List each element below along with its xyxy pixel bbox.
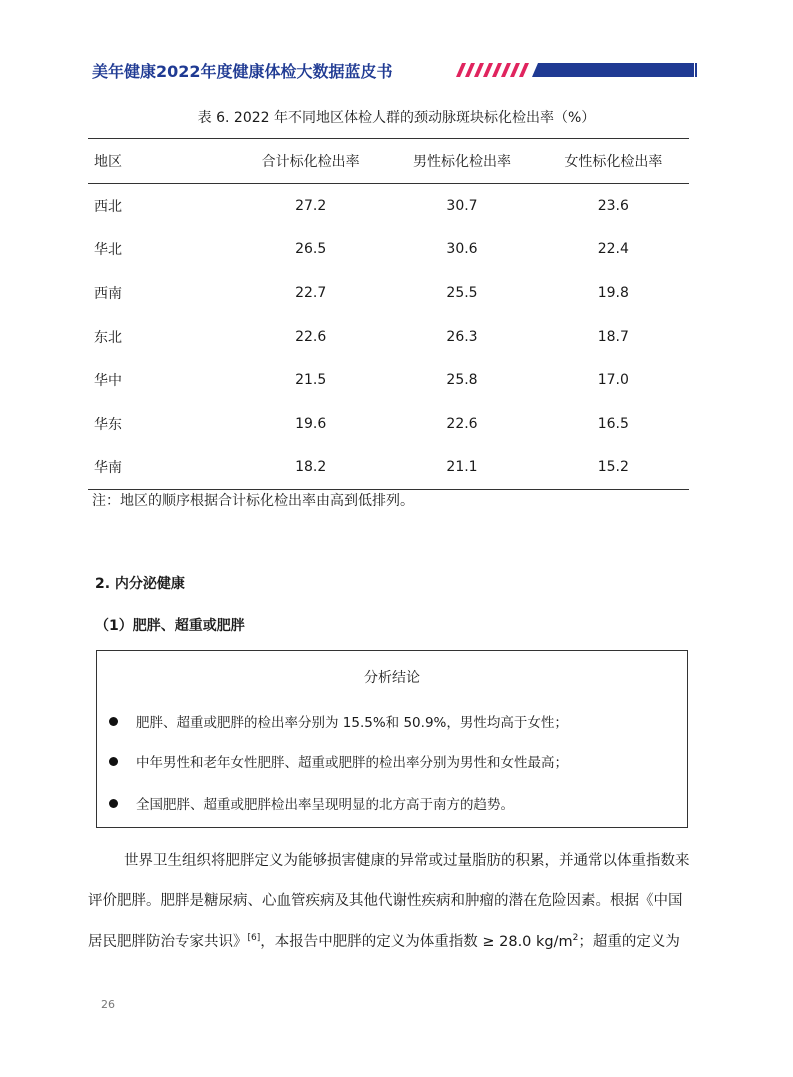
total-rate-cell: 19.6 xyxy=(295,415,327,432)
bullet-icon xyxy=(109,799,118,808)
region-cell: 华北 xyxy=(94,242,122,259)
total-rate-cell: 26.5 xyxy=(295,241,327,258)
total-rate-cell: 22.6 xyxy=(295,328,327,345)
female-rate-cell: 19.8 xyxy=(597,284,629,301)
male-rate-cell: 25.5 xyxy=(446,284,478,301)
header-decoration xyxy=(452,63,697,77)
bullet-icon xyxy=(109,717,118,726)
table-row xyxy=(88,271,689,315)
table-row xyxy=(88,402,689,446)
region-cell: 华东 xyxy=(94,416,122,433)
subsection-heading: （1）肥胖、超重或肥胖 xyxy=(95,618,245,634)
total-rate-cell: 21.5 xyxy=(295,372,327,389)
female-rate-cell: 18.7 xyxy=(597,328,629,345)
table-row xyxy=(88,446,689,490)
region-cell: 华中 xyxy=(94,373,122,390)
male-rate-cell: 26.3 xyxy=(446,328,478,345)
region-cell: 西北 xyxy=(94,198,122,215)
total-rate-cell: 18.2 xyxy=(235,446,386,490)
table-row xyxy=(88,228,689,272)
region-cell: 东北 xyxy=(94,329,122,346)
column-header-region: 地区 xyxy=(88,139,235,184)
male-rate-cell: 22.6 xyxy=(446,415,478,432)
column-header-total-rate: 合计标化检出率 xyxy=(235,139,386,184)
body-text: 居民肥胖防治专家共识》 xyxy=(88,934,248,950)
conclusion-bullet xyxy=(109,793,514,813)
conclusion-title: 分析结论 xyxy=(364,670,420,686)
male-rate-cell: 25.8 xyxy=(446,372,478,389)
column-header-female-rate: 女性标化检出率 xyxy=(538,139,689,184)
region-cell: 西南 xyxy=(94,285,122,302)
body-paragraph-line: 世界卫生组织将肥胖定义为能够损害健康的异常或过量脂肪的积累，并通常以体重指数来 xyxy=(124,853,690,869)
carotid-plaque-region-table xyxy=(88,138,689,490)
body-text: ，本报告中肥胖的定义为体重指数 ≥ 28.0 kg/m xyxy=(260,934,573,950)
body-paragraph-line: 评价肥胖。肥胖是糖尿病、心血管疾病及其他代谢性疾病和肿瘤的潜在危险因素。根据《中国 xyxy=(88,893,683,909)
female-rate-cell: 22.4 xyxy=(597,241,629,258)
region-cell: 华南 xyxy=(88,446,235,490)
document-header-title: 美年健康2022年度健康体检大数据蓝皮书 xyxy=(92,62,393,81)
citation-reference: [6] xyxy=(247,933,261,944)
page-number: 26 xyxy=(101,998,115,1011)
male-rate-cell: 21.1 xyxy=(386,446,537,490)
table-note: 注：地区的顺序根据合计标化检出率由高到低排列。 xyxy=(92,493,414,509)
unit-superscript: 2 xyxy=(572,933,579,944)
table-caption: 表 6. 2022 年不同地区体检人群的颈动脉斑块标化检出率（%） xyxy=(197,110,596,126)
female-rate-cell: 17.0 xyxy=(597,372,629,389)
total-rate-cell: 27.2 xyxy=(295,197,327,214)
table-header-row xyxy=(88,139,689,184)
female-rate-cell: 15.2 xyxy=(538,446,689,490)
female-rate-cell: 23.6 xyxy=(597,197,629,214)
column-header-male-rate: 男性标化检出率 xyxy=(386,139,537,184)
body-paragraph-line xyxy=(88,930,680,951)
table-row xyxy=(88,315,689,359)
conclusion-bullet xyxy=(109,751,568,771)
body-text: ；超重的定义为 xyxy=(578,934,680,950)
conclusion-bullet-text: 肥胖、超重或肥胖的检出率分别为 15.5%和 50.9%，男性均高于女性； xyxy=(136,715,568,731)
conclusion-bullet-text: 全国肥胖、超重或肥胖检出率呈现明显的北方高于南方的趋势。 xyxy=(136,797,514,813)
male-rate-cell: 30.7 xyxy=(446,197,478,214)
section-heading: 2. 内分泌健康 xyxy=(95,576,185,592)
table-row xyxy=(88,184,689,228)
total-rate-cell: 22.7 xyxy=(295,284,327,301)
analysis-conclusion-box xyxy=(96,650,688,828)
male-rate-cell: 30.6 xyxy=(446,241,478,258)
bullet-icon xyxy=(109,757,118,766)
conclusion-bullet-text: 中年男性和老年女性肥胖、超重或肥胖的检出率分别为男性和女性最高； xyxy=(136,755,568,771)
conclusion-bullet xyxy=(109,711,568,731)
table-row xyxy=(88,358,689,402)
female-rate-cell: 16.5 xyxy=(597,415,629,432)
